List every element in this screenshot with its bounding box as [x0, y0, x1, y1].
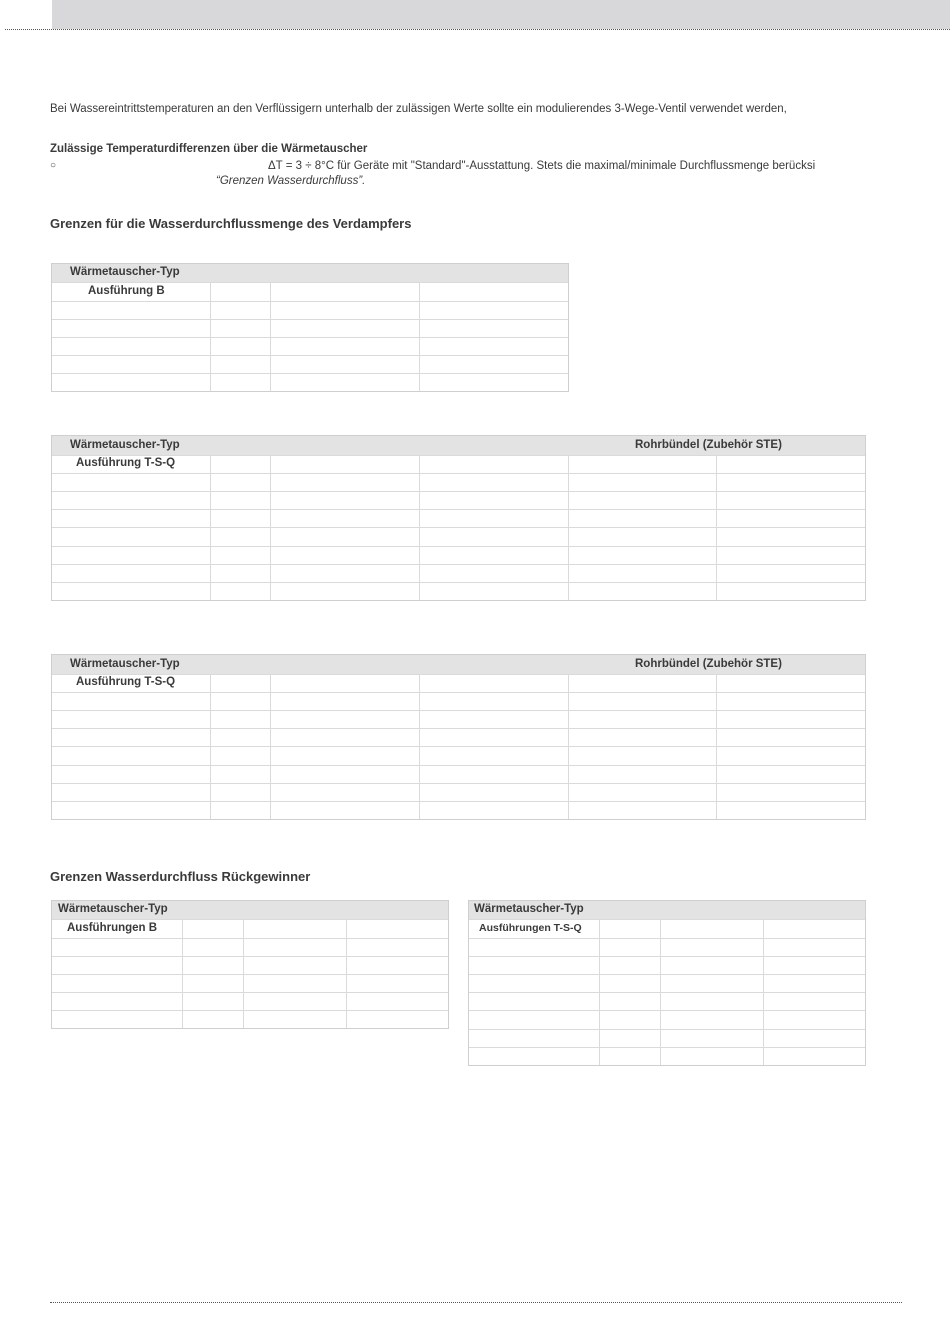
table-row: [52, 455, 865, 456]
table-row: [52, 801, 865, 802]
evaporator-table-tsq-1: [51, 435, 866, 601]
table-row: [52, 282, 568, 283]
table-row: [52, 919, 448, 920]
table-header: [52, 436, 865, 455]
table-row: [52, 546, 865, 547]
table-header: [52, 264, 568, 282]
table-row: [469, 992, 865, 993]
temp-diff-line1: ΔT = 3 ÷ 8°C für Geräte mit "Standard"-Ausstattung. Stets die maximal/minimale Durchflussmenge berücksi: [268, 160, 816, 172]
table-row: [52, 491, 865, 492]
header-divider: [5, 29, 950, 30]
bullet-icon: ○: [50, 160, 57, 171]
header-bar: [52, 0, 950, 29]
table-row: [469, 956, 865, 957]
table-row: [52, 765, 865, 766]
table-row: [52, 582, 865, 583]
evaporator-section-title: Grenzen für die Wasserdurchflussmenge des Verdampfers: [50, 216, 412, 231]
table-row: [52, 1010, 448, 1011]
table-row: [52, 527, 865, 528]
table-header-label: Wärmetauscher-Typ: [58, 903, 168, 915]
table-row: [52, 337, 568, 338]
table-header-right-label: Rohrbündel (Zubehör STE): [635, 439, 782, 451]
evaporator-table-b: [51, 263, 569, 392]
table-row: [52, 692, 865, 693]
recovery-table-b: [51, 900, 449, 1029]
table-row: [52, 728, 865, 729]
table-row: [52, 564, 865, 565]
table-subheader-label: Ausführung T-S-Q: [76, 457, 176, 469]
table-row: [52, 974, 448, 975]
table-subheader-label: Ausführung T-S-Q: [76, 676, 176, 688]
table-header: [52, 901, 448, 919]
table-row: [469, 919, 865, 920]
table-header: [469, 901, 865, 919]
recovery-table-tsq: [468, 900, 866, 1066]
table-row: [52, 473, 865, 474]
table-row: [52, 992, 448, 993]
table-row: [469, 1047, 865, 1048]
table-row: [52, 938, 448, 939]
intro-text: Bei Wassereintrittstemperaturen an den Verflüssigern unterhalb der zulässigen Werte sollte ein modulierendes 3-Wege-Ventil verwendet werden,: [50, 103, 787, 115]
table-row: [469, 1010, 865, 1011]
table-row: [52, 674, 865, 675]
table-row: [52, 301, 568, 302]
table-header-label: Wärmetauscher-Typ: [70, 266, 180, 278]
footer-divider: [50, 1302, 902, 1303]
table-row: [52, 746, 865, 747]
table-header-label: Wärmetauscher-Typ: [474, 903, 584, 915]
table-header: [52, 655, 865, 674]
table-header-right-label: Rohrbündel (Zubehör STE): [635, 658, 782, 670]
table-row: [52, 710, 865, 711]
table-row: [52, 319, 568, 320]
table-row: [52, 956, 448, 957]
table-header-label: Wärmetauscher-Typ: [70, 658, 180, 670]
table-row: [52, 509, 865, 510]
table-subheader-label: Ausführung B: [88, 285, 165, 297]
temp-diff-heading: Zulässige Temperaturdifferenzen über die Wärmetauscher: [50, 143, 368, 155]
table-subheader-label: Ausführungen B: [67, 922, 158, 934]
table-row: [52, 355, 568, 356]
temp-diff-line2: “Grenzen Wasserdurchfluss”.: [216, 175, 366, 187]
table-row: [469, 938, 865, 939]
recovery-section-title: Grenzen Wasserdurchfluss Rückgewinner: [50, 869, 311, 884]
table-row: [469, 974, 865, 975]
evaporator-table-tsq-2: [51, 654, 866, 820]
table-header-label: Wärmetauscher-Typ: [70, 439, 180, 451]
table-row: [469, 1029, 865, 1030]
table-row: [52, 373, 568, 374]
table-subheader-label: Ausführungen T-S-Q: [479, 922, 582, 934]
table-row: [52, 783, 865, 784]
